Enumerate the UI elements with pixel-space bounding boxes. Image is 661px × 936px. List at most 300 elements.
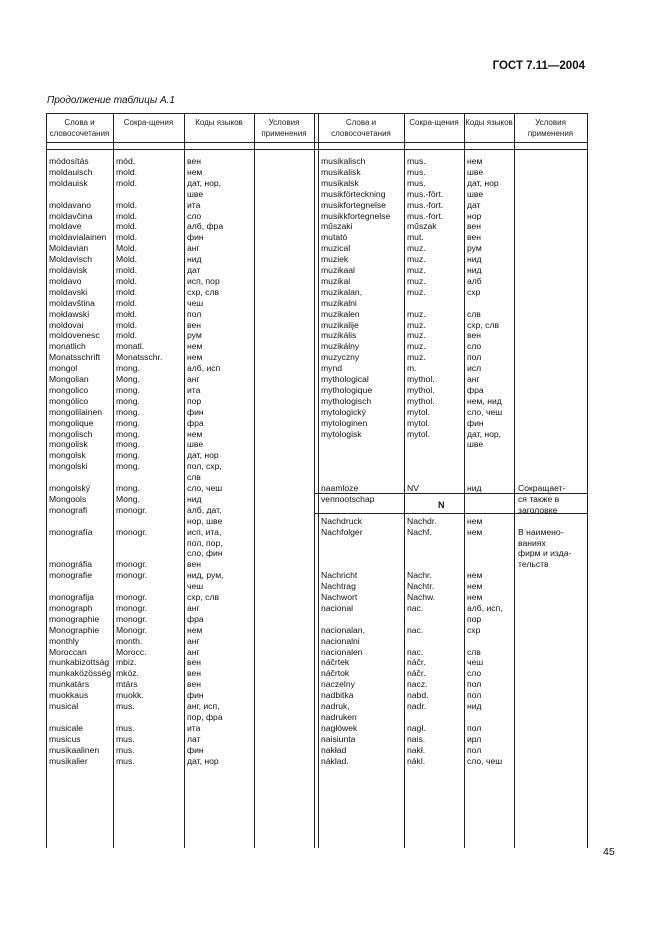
- document-code: ГОСТ 7.11—2004: [492, 60, 585, 72]
- abbreviation-cell: náčr.: [407, 668, 426, 679]
- abbreviation-cell: monogr.: [116, 602, 148, 613]
- term-cell: muziek: [321, 254, 349, 265]
- language-code-cell: шве: [187, 439, 204, 450]
- language-code-cell: нид: [467, 483, 482, 493]
- language-code-cell: пол: [467, 679, 482, 690]
- language-code-cell: вен: [187, 679, 201, 690]
- abbreviation-cell: mus.: [116, 733, 135, 744]
- abbreviation-cell: Nachr.: [407, 570, 432, 581]
- term-cell: Monatsschrift: [49, 352, 101, 363]
- abbreviation-cell: monogr.: [116, 526, 148, 537]
- abbreviation-cell: mbiz.: [116, 657, 137, 668]
- column-divider: [184, 113, 185, 848]
- language-code-cell: фра: [187, 417, 204, 428]
- column-header: Коды языков: [195, 118, 243, 127]
- language-code-cell: исл: [467, 363, 482, 374]
- term-cell: mongolilainen: [49, 406, 103, 417]
- column-header: Условия применения: [261, 118, 307, 138]
- conditions-cell: заголовке: [518, 504, 558, 515]
- language-code-cell: лат: [187, 733, 201, 744]
- abbreviation-cell: mołd.: [116, 308, 138, 319]
- conditions-cell: ваниях: [518, 537, 546, 548]
- language-code-cell: слв: [467, 308, 481, 319]
- language-code-cell: нем: [467, 156, 483, 166]
- language-code-cell: схр, слв: [187, 286, 220, 297]
- term-cell: módosítás: [49, 156, 89, 166]
- language-code-cell: нем: [467, 570, 483, 581]
- term-cell: mongolisk: [49, 439, 88, 450]
- abbreviation-cell: mythol.: [407, 374, 435, 384]
- language-code-cell: сло: [467, 341, 482, 352]
- term-cell: műszaki: [321, 221, 353, 232]
- term-cell: náčrtek: [321, 657, 350, 668]
- column-divider: [587, 113, 588, 848]
- abbreviation-cell: Monogr.: [116, 624, 148, 635]
- abbreviation-cell: mód.: [116, 156, 136, 166]
- language-code-cell: вен: [187, 657, 201, 668]
- conditions-cell: ся также в: [518, 493, 560, 504]
- term-cell: mongolský: [49, 483, 91, 493]
- dictionary-table: [46, 113, 587, 848]
- abbreviation-cell: náčr.: [407, 657, 426, 668]
- term-cell: moldavština: [49, 297, 95, 308]
- term-cell: mythological: [321, 374, 369, 384]
- language-code-cell: дат, нор,: [467, 428, 502, 439]
- term-cell: musicale: [49, 722, 83, 733]
- language-code-cell: пол: [467, 690, 482, 701]
- abbreviation-cell: mus.: [116, 744, 135, 755]
- abbreviation-cell: month.: [116, 635, 143, 646]
- abbreviation-cell: monogr.: [116, 613, 148, 624]
- abbreviation-cell: muz.: [407, 243, 426, 254]
- abbreviation-cell: mold.: [116, 286, 138, 297]
- term-cell: Nachricht: [321, 570, 358, 581]
- column-header: Сокра-щения: [123, 118, 174, 127]
- term-cell: Nachfolger: [321, 526, 363, 537]
- term-cell: mynd: [321, 363, 343, 374]
- abbreviation-cell: Mong.: [116, 493, 140, 504]
- term-cell: mytologisk: [321, 428, 362, 439]
- section-border-bottom: [314, 513, 587, 514]
- term-cell: mongol: [49, 363, 78, 374]
- language-code-cell: пол: [467, 744, 482, 755]
- language-code-cell: схр: [467, 624, 481, 635]
- term-cell: monografi: [49, 504, 88, 515]
- abbreviation-cell: mold.: [116, 166, 138, 177]
- term-cell: musikfortegnelse: [321, 199, 386, 210]
- abbreviation-cell: mold.: [116, 221, 138, 232]
- term-cell: mongólico: [49, 395, 89, 406]
- language-code-cell: рум: [187, 330, 202, 341]
- language-code-cell: исп, пор: [187, 275, 220, 286]
- language-code-cell: чеш: [187, 297, 204, 308]
- term-cell: Nachtrag: [321, 581, 356, 592]
- language-code-cell: анг, исп,: [187, 701, 220, 711]
- term-cell: monograph: [49, 602, 93, 613]
- language-code-cell: анг: [187, 243, 200, 254]
- term-cell: mutatò: [321, 232, 348, 243]
- language-code-cell: пол: [187, 308, 202, 319]
- abbreviation-cell: mong.: [116, 450, 140, 461]
- language-code-cell: вен: [187, 319, 201, 330]
- abbreviation-cell: mold.: [116, 177, 138, 188]
- abbreviation-cell: nais.: [407, 733, 426, 744]
- term-cell: moldauisk: [49, 177, 88, 188]
- term-cell: musicus: [49, 733, 81, 744]
- language-code-cell: вен: [187, 156, 201, 166]
- column-divider: [318, 113, 319, 848]
- abbreviation-cell: mold.: [116, 319, 138, 330]
- term-cell: moldavski: [49, 286, 88, 297]
- language-code-cell: сло, чеш: [467, 406, 503, 417]
- column-divider: [254, 113, 255, 848]
- abbreviation-cell: Nachf.: [407, 526, 432, 537]
- term-cell: Monographie: [49, 624, 100, 635]
- language-code-cell: нид, рум,: [187, 570, 224, 581]
- abbreviation-cell: mus.: [407, 166, 426, 177]
- term-cell: náčrtok: [321, 668, 350, 679]
- term-cell: Mongolian: [49, 374, 89, 384]
- term-cell: Moldavian: [49, 243, 89, 254]
- language-code-cell: алб, дат,: [187, 504, 222, 515]
- term-cell: musikaalinen: [49, 744, 100, 755]
- abbreviation-cell: muz.: [407, 330, 426, 341]
- language-code-cell: дат, нор: [467, 177, 499, 188]
- language-code-cell: ита: [187, 199, 201, 210]
- language-code-cell: ита: [187, 722, 201, 733]
- term-cell: mythologique: [321, 384, 373, 395]
- abbreviation-cell: muz.: [407, 341, 426, 352]
- abbreviation-cell: mythol.: [407, 395, 435, 406]
- term-cell: musikförteckning: [321, 188, 386, 199]
- language-code-cell: сло: [187, 210, 202, 221]
- language-code-cell: анг: [467, 374, 480, 384]
- term-cell: mongolsk: [49, 450, 86, 461]
- term-cell: musikalisch: [321, 156, 366, 166]
- language-code-cell: пор, фра: [187, 711, 223, 722]
- term-cell: náklad.: [321, 755, 349, 766]
- language-code-cell: нем: [187, 341, 203, 352]
- language-code-cell: нид: [187, 254, 202, 265]
- language-code-cell: сло: [467, 668, 482, 679]
- language-code-cell: нем: [467, 581, 483, 592]
- term-cell: musical: [49, 701, 79, 711]
- column-divider: [113, 113, 114, 848]
- conditions-cell: фирм и изда-: [518, 548, 572, 559]
- abbreviation-cell: mus.: [116, 722, 135, 733]
- language-code-cell: вен: [467, 221, 481, 232]
- term-cell: moldavialainen: [49, 232, 107, 243]
- term-cell: nadbitka: [321, 690, 354, 701]
- section-letter: N: [438, 500, 445, 510]
- term-cell: naamloze: [321, 483, 359, 493]
- term-cell: muzikálny: [321, 341, 360, 352]
- language-code-cell: нор: [467, 210, 482, 221]
- language-code-cell: фин: [187, 232, 204, 243]
- term-cell: mythologisch: [321, 395, 372, 406]
- column-divider: [46, 113, 47, 848]
- column-header: Условия применения: [527, 118, 574, 138]
- term-cell: nadruk,: [321, 701, 350, 711]
- language-code-cell: нем: [187, 166, 203, 177]
- abbreviation-cell: mus.-fort.: [407, 199, 444, 210]
- abbreviation-cell: nákl.: [407, 755, 426, 766]
- language-code-cell: чеш: [187, 581, 204, 592]
- abbreviation-cell: mut.: [407, 232, 424, 243]
- language-code-cell: слв: [187, 472, 201, 483]
- column-divider: [464, 113, 465, 848]
- language-code-cell: нид: [467, 265, 482, 275]
- term-cell: musikkfortegnelse: [321, 210, 391, 221]
- term-cell: mongolique: [49, 417, 94, 428]
- abbreviation-cell: mold.: [116, 275, 138, 286]
- table-top-border: [46, 113, 587, 114]
- language-code-cell: анг: [187, 374, 200, 384]
- abbreviation-cell: monatl.: [116, 341, 145, 352]
- term-cell: moldavano: [49, 199, 92, 210]
- language-code-cell: пол: [467, 722, 482, 733]
- abbreviation-cell: muz.: [407, 254, 426, 265]
- column-header: Слова и словосочетания: [331, 118, 391, 138]
- abbreviation-cell: nac.: [407, 646, 424, 657]
- language-code-cell: анг: [187, 635, 200, 646]
- term-cell: vennootschap: [321, 493, 375, 504]
- abbreviation-cell: muz.: [407, 319, 426, 330]
- abbreviation-cell: Nachw.: [407, 592, 436, 602]
- language-code-cell: нид: [187, 493, 202, 504]
- term-cell: munkatárs: [49, 679, 90, 690]
- term-cell: mongolico: [49, 384, 89, 395]
- language-code-cell: шве: [187, 188, 204, 199]
- term-cell: musikalier: [49, 755, 88, 766]
- column-header: Коды языков: [465, 118, 513, 127]
- conditions-cell: В наимено-: [518, 526, 564, 537]
- term-cell: Nachwort: [321, 592, 358, 602]
- term-cell: muzyczny: [321, 352, 360, 363]
- abbreviation-cell: mköz.: [116, 668, 139, 679]
- language-code-cell: исп, ита,: [187, 526, 222, 537]
- language-code-cell: рум: [467, 243, 482, 254]
- language-code-cell: шве: [467, 188, 484, 199]
- abbreviation-cell: mong.: [116, 384, 140, 395]
- abbreviation-cell: mong.: [116, 439, 140, 450]
- term-cell: monografía: [49, 526, 93, 537]
- language-code-cell: ирл: [467, 733, 482, 744]
- section-border-top: [314, 493, 587, 494]
- term-cell: monographie: [49, 613, 100, 624]
- term-cell: moldauisch: [49, 166, 93, 177]
- language-code-cell: пор: [467, 613, 482, 624]
- language-code-cell: фин: [467, 417, 484, 428]
- language-code-cell: пол: [467, 352, 482, 363]
- abbreviation-cell: monogr.: [116, 559, 148, 570]
- abbreviation-cell: nakł.: [407, 744, 426, 755]
- abbreviation-cell: mold.: [116, 265, 138, 275]
- abbreviation-cell: mong.: [116, 461, 140, 472]
- abbreviation-cell: mold.: [116, 330, 138, 341]
- abbreviation-cell: nac.: [407, 602, 424, 613]
- term-cell: muzikal: [321, 275, 351, 286]
- term-cell: nadruken: [321, 711, 357, 722]
- language-code-cell: дат: [467, 199, 481, 210]
- language-code-cell: фин: [187, 744, 204, 755]
- abbreviation-cell: nagł.: [407, 722, 426, 733]
- abbreviation-cell: mus.-fört.: [407, 188, 444, 199]
- page-number: 45: [603, 846, 615, 858]
- language-code-cell: вен: [187, 559, 201, 570]
- language-code-cell: нор, шве: [187, 515, 223, 526]
- abbreviation-cell: Nachtr.: [407, 581, 435, 592]
- column-header: Сокра-щения: [409, 118, 459, 127]
- language-code-cell: алб: [467, 275, 482, 286]
- language-code-cell: пол, схр,: [187, 461, 222, 472]
- abbreviation-cell: muz.: [407, 286, 426, 297]
- abbreviation-cell: mong.: [116, 417, 140, 428]
- column-divider: [514, 113, 515, 848]
- abbreviation-cell: mus.: [407, 177, 426, 188]
- language-code-cell: ита: [187, 384, 201, 395]
- abbreviation-cell: mytol.: [407, 428, 430, 439]
- abbreviation-cell: mytol.: [407, 417, 430, 428]
- term-cell: nacionalni: [321, 635, 360, 646]
- language-code-cell: фра: [467, 384, 484, 395]
- term-cell: muzikalije: [321, 319, 359, 330]
- abbreviation-cell: Mold.: [116, 243, 138, 254]
- language-code-cell: алб, исп,: [467, 602, 503, 613]
- language-code-cell: пол, пор,: [187, 537, 223, 548]
- language-code-cell: вен: [467, 232, 481, 243]
- abbreviation-cell: műszak: [407, 221, 437, 232]
- language-code-cell: дат, нор: [187, 755, 219, 766]
- term-cell: moldavčina: [49, 210, 93, 221]
- abbreviation-cell: nacz.: [407, 679, 428, 690]
- abbreviation-cell: mong.: [116, 363, 140, 374]
- abbreviation-cell: mtárs: [116, 679, 138, 690]
- abbreviation-cell: monogr.: [116, 592, 148, 602]
- column-header: Слова и словосочетания: [49, 118, 110, 138]
- term-cell: moldavisk: [49, 265, 88, 275]
- term-cell: musikalisk: [321, 166, 361, 177]
- abbreviation-cell: mythol.: [407, 384, 435, 395]
- term-cell: nagłówek: [321, 722, 358, 733]
- term-cell: moldovai: [49, 319, 84, 330]
- abbreviation-cell: mold.: [116, 210, 138, 221]
- term-cell: nacionalan,: [321, 624, 365, 635]
- abbreviation-cell: Mold.: [116, 254, 138, 265]
- abbreviation-cell: mold.: [116, 199, 138, 210]
- abbreviation-cell: muz.: [407, 352, 426, 363]
- term-cell: munkaközösség: [49, 668, 112, 679]
- abbreviation-cell: monogr.: [116, 570, 148, 581]
- language-code-cell: нем: [467, 515, 483, 526]
- abbreviation-cell: muokk.: [116, 690, 144, 701]
- term-cell: monthly: [49, 635, 80, 646]
- abbreviation-cell: Monatsschr.: [116, 352, 163, 363]
- term-cell: muzikális: [321, 330, 357, 341]
- language-code-cell: чеш: [467, 657, 484, 668]
- language-code-cell: фра: [187, 613, 204, 624]
- column-divider: [404, 113, 405, 848]
- term-cell: Moroccan: [49, 646, 87, 657]
- language-code-cell: алб, исп: [187, 363, 221, 374]
- term-cell: mytologinen: [321, 417, 368, 428]
- language-code-cell: схр, слв: [467, 319, 500, 330]
- term-cell: muzical: [321, 243, 351, 254]
- language-code-cell: нем: [467, 526, 483, 537]
- language-code-cell: сло, фин: [187, 548, 223, 559]
- language-code-cell: анг: [187, 646, 200, 657]
- language-code-cell: дат: [187, 265, 201, 275]
- conditions-cell: Сокращает-: [518, 483, 566, 493]
- abbreviation-cell: Nachdr.: [407, 515, 437, 526]
- language-code-cell: схр, слв: [187, 592, 220, 602]
- abbreviation-cell: mold.: [116, 297, 138, 308]
- language-code-cell: вен: [187, 668, 201, 679]
- language-code-cell: слв: [467, 646, 481, 657]
- term-cell: mongolisch: [49, 428, 93, 439]
- abbreviation-cell: muz.: [407, 308, 426, 319]
- term-cell: monográfia: [49, 559, 92, 570]
- language-code-cell: нем: [187, 428, 203, 439]
- abbreviation-cell: mus.: [116, 755, 135, 766]
- language-code-cell: дат, нор: [187, 450, 219, 461]
- language-code-cell: шве: [467, 439, 484, 450]
- term-cell: munkabizottság: [49, 657, 110, 668]
- language-code-cell: сло, чеш: [467, 755, 503, 766]
- abbreviation-cell: Mong.: [116, 374, 140, 384]
- term-cell: mongolski: [49, 461, 88, 472]
- language-code-cell: фин: [187, 690, 204, 701]
- abbreviation-cell: mong.: [116, 483, 140, 493]
- language-code-cell: пор: [187, 395, 202, 406]
- language-code-cell: фин: [187, 406, 204, 417]
- term-cell: monografija: [49, 592, 94, 602]
- language-code-cell: нем: [187, 352, 203, 363]
- table-caption: Продолжение таблицы А.1: [47, 95, 175, 106]
- term-cell: naisiunta: [321, 733, 356, 744]
- term-cell: muzikaal: [321, 265, 355, 275]
- abbreviation-cell: mong.: [116, 406, 140, 417]
- abbreviation-cell: Morocc.: [116, 646, 147, 657]
- language-code-cell: нид: [467, 701, 482, 711]
- abbreviation-cell: mus.: [407, 156, 426, 166]
- term-cell: nacional: [321, 602, 354, 613]
- conditions-cell: тельств: [518, 559, 549, 570]
- term-cell: muzikalni: [321, 297, 357, 308]
- abbreviation-cell: mus.: [116, 701, 135, 711]
- language-code-cell: схр: [467, 286, 481, 297]
- term-cell: monatlich: [49, 341, 86, 352]
- abbreviation-cell: nabd.: [407, 690, 429, 701]
- abbreviation-cell: mong.: [116, 428, 140, 439]
- term-cell: mytologický: [321, 406, 366, 417]
- language-code-cell: алб, фра: [187, 221, 224, 232]
- abbreviation-cell: nac.: [407, 624, 424, 635]
- term-cell: monografie: [49, 570, 92, 581]
- term-cell: muokkaus: [49, 690, 89, 701]
- term-cell: moldave: [49, 221, 82, 232]
- header-double-border: [46, 149, 587, 150]
- term-cell: Moldavisch: [49, 254, 92, 265]
- abbreviation-cell: mong.: [116, 395, 140, 406]
- column-divider: [314, 113, 315, 848]
- language-code-cell: нид: [467, 254, 482, 265]
- language-code-cell: дат, нор,: [187, 177, 222, 188]
- term-cell: moldovenesc: [49, 330, 100, 341]
- term-cell: moldavo: [49, 275, 82, 286]
- language-code-cell: нем, нид: [467, 395, 502, 406]
- abbreviation-cell: muz.: [407, 275, 426, 286]
